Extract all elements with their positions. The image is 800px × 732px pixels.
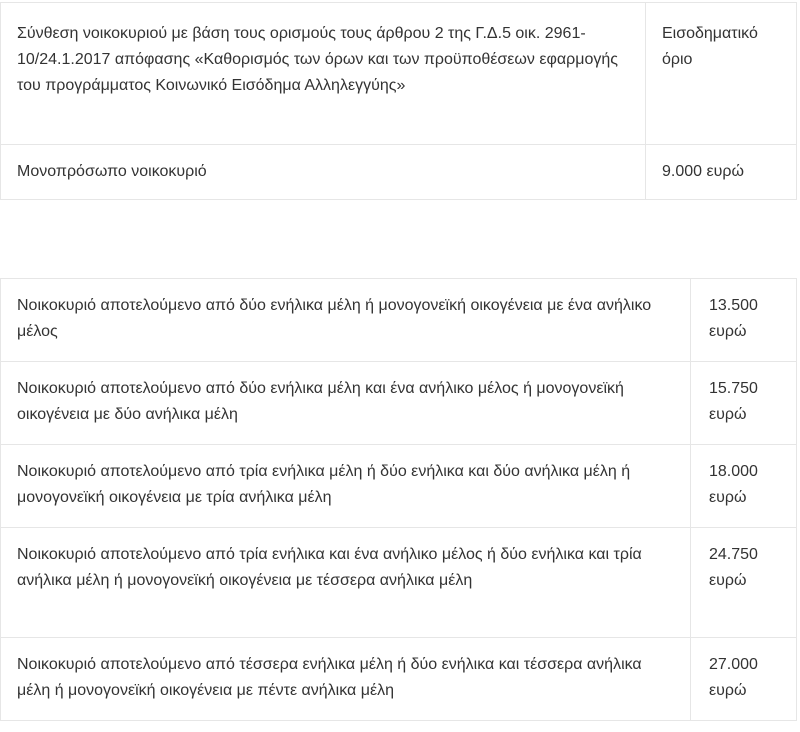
income-limit-table [0, 278, 797, 721]
income-limit-cell: 24.750 ευρώ [691, 528, 797, 638]
table-row [1, 528, 797, 638]
table-row [1, 279, 797, 362]
composition-cell: Νοικοκυριό αποτελούμενο από τρία ενήλικα και ένα ανήλικο μέλος ή δύο ενήλικα και τρία ανήλικα μέλη ή μονογονεϊκή οικογένεια με τέσσερα ανήλικα μέλη [1, 528, 691, 638]
composition-cell: Νοικοκυριό αποτελούμενο από δύο ενήλικα μέλη ή μονογονεϊκή οικογένεια με ένα ανήλικο μέλος [1, 279, 691, 362]
income-limit-cell: 13.500 ευρώ [691, 279, 797, 362]
income-limit-cell: 15.750 ευρώ [691, 362, 797, 445]
composition-header-cell: Σύνθεση νοικοκυριού με βάση τους ορισμούς τους άρθρου 2 της Γ.Δ.5 οικ. 2961-10/24.1.2017 απόφασης «Καθορισμός των όρων και των προϋποθέσεων εφαρμογής του προγράμματος Κοινωνικό Εισόδημα Αλληλεγγύης» [1, 3, 646, 145]
composition-cell: Νοικοκυριό αποτελούμενο από δύο ενήλικα μέλη και ένα ανήλικο μέλος ή μονογονεϊκή οικογένεια με δύο ανήλικα μέλη [1, 362, 691, 445]
table-row [1, 445, 797, 528]
table-row [1, 362, 797, 445]
income-limit-cell: 27.000 ευρώ [691, 638, 797, 721]
table-row [1, 638, 797, 721]
table-header-row [1, 3, 797, 145]
income-limit-cell: 9.000 ευρώ [646, 145, 797, 200]
income-limit-cell: 18.000 ευρώ [691, 445, 797, 528]
composition-cell: Μονοπρόσωπο νοικοκυριό [1, 145, 646, 200]
composition-cell: Νοικοκυριό αποτελούμενο από τέσσερα ενήλικα μέλη ή δύο ενήλικα και τέσσερα ανήλικα μέλη ή μονογονεϊκή οικογένεια με πέντε ανήλικα μέλη [1, 638, 691, 721]
composition-cell: Νοικοκυριό αποτελούμενο από τρία ενήλικα μέλη ή δύο ενήλικα και δύο ανήλικα μέλη ή μονογονεϊκή οικογένεια με τρία ανήλικα μέλη [1, 445, 691, 528]
income-limit-table-header [0, 2, 797, 200]
table-row [1, 145, 797, 200]
income-limit-header-cell: Εισοδηματικό όριο [646, 3, 797, 145]
